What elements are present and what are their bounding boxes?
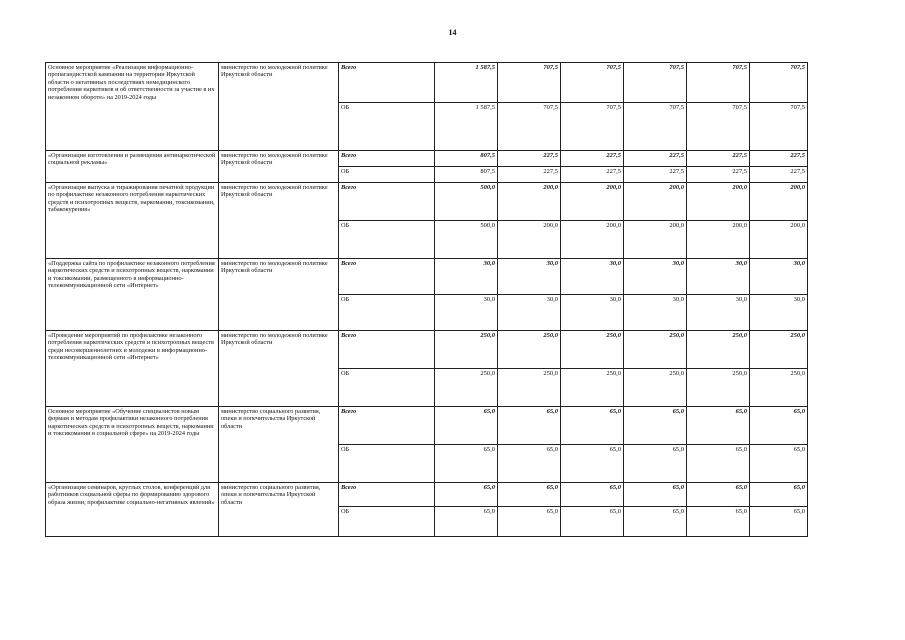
- table-row: [46, 63, 808, 103]
- funding-source-ob: ОБ: [339, 167, 435, 183]
- table-row: [46, 483, 808, 507]
- total-value-cell: 707,5: [687, 63, 750, 103]
- total-value-cell: 227,5: [750, 151, 808, 167]
- ob-value-cell: 227,5: [561, 167, 624, 183]
- total-value-cell: 250,0: [750, 331, 808, 369]
- total-value-cell: 65,0: [750, 407, 808, 445]
- ob-value-cell: 65,0: [435, 445, 498, 483]
- total-value-cell: 227,5: [687, 151, 750, 167]
- ob-value-cell: 500,0: [435, 221, 498, 259]
- ob-value-cell: 200,0: [498, 221, 561, 259]
- ob-value-cell: 227,5: [498, 167, 561, 183]
- total-value-cell: 200,0: [750, 183, 808, 221]
- event-name-cell: «Проведение мероприятий по профилактике незаконного потребления наркотических средств и психотропных веществ среди несовершеннолетних и молодежи в информационно-телекоммуникационной сети «Интернет»: [46, 331, 219, 407]
- ob-value-cell: 250,0: [687, 369, 750, 407]
- ob-value-cell: 30,0: [750, 295, 808, 331]
- total-value-cell: 250,0: [435, 331, 498, 369]
- executor-cell: министерство по молодежной политике Иркутской области: [219, 151, 339, 183]
- ob-value-cell: 227,5: [624, 167, 687, 183]
- event-name-cell: «Поддержка сайта по профилактике незаконного потребления наркотических средств и психотропных веществ, наркомании и токсикомании, размещенного в информационно-телекоммуникационной сети «Интернет»: [46, 259, 219, 331]
- funding-source-ob: ОБ: [339, 295, 435, 331]
- table-row: [46, 331, 808, 369]
- ob-value-cell: 65,0: [498, 507, 561, 537]
- ob-value-cell: 30,0: [561, 295, 624, 331]
- ob-value-cell: 200,0: [561, 221, 624, 259]
- ob-value-cell: 227,5: [687, 167, 750, 183]
- total-value-cell: 65,0: [624, 407, 687, 445]
- ob-value-cell: 250,0: [561, 369, 624, 407]
- total-value-cell: 200,0: [498, 183, 561, 221]
- table-row: [46, 183, 808, 221]
- total-value-cell: 30,0: [750, 259, 808, 295]
- executor-cell: министерство социального развития, опеки и попечительства Иркутской области: [219, 483, 339, 537]
- table-row: [46, 151, 808, 167]
- executor-cell: министерство по молодежной политике Иркутской области: [219, 183, 339, 259]
- ob-value-cell: 200,0: [687, 221, 750, 259]
- total-value-cell: 227,5: [498, 151, 561, 167]
- executor-cell: министерство по молодежной политике Иркутской области: [219, 331, 339, 407]
- ob-value-cell: 707,5: [561, 103, 624, 151]
- ob-value-cell: 65,0: [687, 507, 750, 537]
- total-value-cell: 65,0: [624, 483, 687, 507]
- ob-value-cell: 250,0: [624, 369, 687, 407]
- funding-source-total: Всего: [339, 259, 435, 295]
- total-value-cell: 30,0: [561, 259, 624, 295]
- ob-value-cell: 807,5: [435, 167, 498, 183]
- event-name-cell: Основное мероприятие «Реализация информационно-пропагандистской кампании на территории Иркутской области о негативных последствиях немедицинского потребления наркотиков и об ответственности за участие в их незаконном обороте» на 2019-2024 годы: [46, 63, 219, 151]
- funding-source-ob: ОБ: [339, 507, 435, 537]
- total-value-cell: 30,0: [687, 259, 750, 295]
- total-value-cell: 250,0: [687, 331, 750, 369]
- event-name-cell: «Организация семинаров, круглых столов, конференций для работников социальной сферы по формированию здорового образа жизни, профилактике социально-негативных явлений»: [46, 483, 219, 537]
- total-value-cell: 30,0: [624, 259, 687, 295]
- total-value-cell: 707,5: [624, 63, 687, 103]
- ob-value-cell: 65,0: [687, 445, 750, 483]
- program-table: [45, 62, 808, 537]
- total-value-cell: 200,0: [624, 183, 687, 221]
- event-name-cell: «Организация изготовления и размещения антинаркотической социальной рекламы»: [46, 151, 219, 183]
- executor-cell: министерство социального развития, опеки и попечительства Иркутской области: [219, 407, 339, 483]
- ob-value-cell: 65,0: [750, 507, 808, 537]
- ob-value-cell: 227,5: [750, 167, 808, 183]
- event-name-cell: «Организация выпуска и тиражирования печатной продукции по профилактике незаконного потребления наркотических средств и психотропных веществ, наркомании, токсикомании, табакокурения»: [46, 183, 219, 259]
- total-value-cell: 65,0: [498, 407, 561, 445]
- event-name-cell: Основное мероприятие «Обучение специалистов новым формам и методам профилактики незаконного потребления наркотических средств и психотропных веществ, наркомании и токсикомании в социальной сфере» на 2019-2024 годы: [46, 407, 219, 483]
- total-value-cell: 1 587,5: [435, 63, 498, 103]
- ob-value-cell: 30,0: [498, 295, 561, 331]
- ob-value-cell: 200,0: [624, 221, 687, 259]
- ob-value-cell: 65,0: [435, 507, 498, 537]
- funding-source-total: Всего: [339, 331, 435, 369]
- page-number: 14: [448, 28, 457, 37]
- total-value-cell: 65,0: [435, 407, 498, 445]
- total-value-cell: 200,0: [687, 183, 750, 221]
- ob-value-cell: 707,5: [750, 103, 808, 151]
- total-value-cell: 807,5: [435, 151, 498, 167]
- table-row: [46, 259, 808, 295]
- total-value-cell: 500,0: [435, 183, 498, 221]
- total-value-cell: 65,0: [687, 483, 750, 507]
- funding-source-total: Всего: [339, 63, 435, 103]
- ob-value-cell: 250,0: [750, 369, 808, 407]
- total-value-cell: 250,0: [498, 331, 561, 369]
- total-value-cell: 30,0: [435, 259, 498, 295]
- ob-value-cell: 30,0: [435, 295, 498, 331]
- ob-value-cell: 65,0: [624, 507, 687, 537]
- total-value-cell: 250,0: [624, 331, 687, 369]
- ob-value-cell: 707,5: [687, 103, 750, 151]
- executor-cell: министерство по молодежной политике Иркутской области: [219, 63, 339, 151]
- funding-source-total: Всего: [339, 183, 435, 221]
- total-value-cell: 65,0: [561, 483, 624, 507]
- funding-source-ob: ОБ: [339, 221, 435, 259]
- total-value-cell: 65,0: [561, 407, 624, 445]
- funding-source-ob: ОБ: [339, 445, 435, 483]
- funding-source-total: Всего: [339, 407, 435, 445]
- ob-value-cell: 250,0: [498, 369, 561, 407]
- ob-value-cell: 707,5: [498, 103, 561, 151]
- ob-value-cell: 30,0: [687, 295, 750, 331]
- ob-value-cell: 65,0: [561, 507, 624, 537]
- total-value-cell: 227,5: [624, 151, 687, 167]
- total-value-cell: 707,5: [561, 63, 624, 103]
- funding-source-ob: ОБ: [339, 369, 435, 407]
- total-value-cell: 250,0: [561, 331, 624, 369]
- ob-value-cell: 707,5: [624, 103, 687, 151]
- total-value-cell: 707,5: [498, 63, 561, 103]
- total-value-cell: 65,0: [498, 483, 561, 507]
- funding-source-ob: ОБ: [339, 103, 435, 151]
- total-value-cell: 200,0: [561, 183, 624, 221]
- funding-source-total: Всего: [339, 151, 435, 167]
- ob-value-cell: 30,0: [624, 295, 687, 331]
- ob-value-cell: 65,0: [561, 445, 624, 483]
- ob-value-cell: 65,0: [498, 445, 561, 483]
- table-row: [46, 407, 808, 445]
- funding-source-total: Всего: [339, 483, 435, 507]
- total-value-cell: 65,0: [750, 483, 808, 507]
- total-value-cell: 227,5: [561, 151, 624, 167]
- total-value-cell: 65,0: [687, 407, 750, 445]
- ob-value-cell: 1 587,5: [435, 103, 498, 151]
- ob-value-cell: 65,0: [624, 445, 687, 483]
- ob-value-cell: 250,0: [435, 369, 498, 407]
- ob-value-cell: 65,0: [750, 445, 808, 483]
- ob-value-cell: 200,0: [750, 221, 808, 259]
- total-value-cell: 707,5: [750, 63, 808, 103]
- total-value-cell: 30,0: [498, 259, 561, 295]
- executor-cell: министерство по молодежной политике Иркутской области: [219, 259, 339, 331]
- table-body: [46, 63, 808, 537]
- total-value-cell: 65,0: [435, 483, 498, 507]
